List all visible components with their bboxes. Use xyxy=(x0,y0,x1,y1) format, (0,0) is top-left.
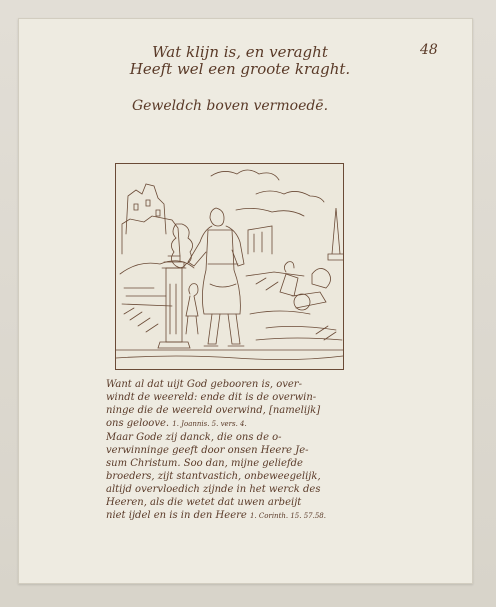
ruin-tower xyxy=(126,184,166,234)
verse-line-4 xyxy=(106,417,356,431)
verse-line-11-text: niet ijdel en is in den Heere xyxy=(106,510,247,521)
verse-line-2: windt de weereld: ende dit is de overwin- xyxy=(106,392,317,403)
verse-reference-1: 1. Joannis. 5. vers. 4. xyxy=(172,420,247,428)
cloud-3 xyxy=(236,208,304,216)
verse-reference-2: 1. Corinth. 15. 57.58. xyxy=(250,512,326,520)
obelisk xyxy=(328,208,343,260)
emblem-illustration xyxy=(115,163,344,370)
building-right xyxy=(248,226,272,254)
verse-line-10: Heeren, als die wetet dat uwen arbeijt xyxy=(106,497,302,508)
child-figure xyxy=(186,284,198,334)
motto-line-2: Heeft wel een groote kraght. xyxy=(129,60,351,78)
cloud-1 xyxy=(211,170,279,180)
pedestal xyxy=(166,268,182,342)
verse-line-6: verwinninge geeft door onsen Heere Je- xyxy=(106,445,309,456)
verse-block xyxy=(106,378,356,523)
verse-line-8: broeders, zijt stantvastich, onbeweegelijk, xyxy=(106,471,321,482)
page-number: 48 xyxy=(420,42,438,58)
cloud-2 xyxy=(256,191,324,202)
emblem-drawing xyxy=(116,164,343,369)
subtitle: Geweldch boven vermoedē. xyxy=(131,98,329,114)
verse-line-5: Maar Gode zij danck, die ons de o- xyxy=(106,432,282,443)
main-figure xyxy=(188,208,244,346)
verse-line-4-text: ons geloove. xyxy=(106,418,170,429)
verse-line-7: sum Christum. Soo dan, mijne geliefde xyxy=(106,458,303,469)
verse-line-9: altijd overvloedich zijnde in het werck des xyxy=(106,484,321,495)
verse-line-3: ninge die de weereld overwind, [namelijk] xyxy=(106,405,321,416)
verse-line-1: Want al dat uijt God gebooren is, over- xyxy=(106,379,302,390)
motto xyxy=(80,44,400,78)
motto-line-1: Wat klijn is, en veraght xyxy=(152,43,328,61)
cart-scene xyxy=(280,262,331,310)
verse-line-11 xyxy=(106,509,356,523)
